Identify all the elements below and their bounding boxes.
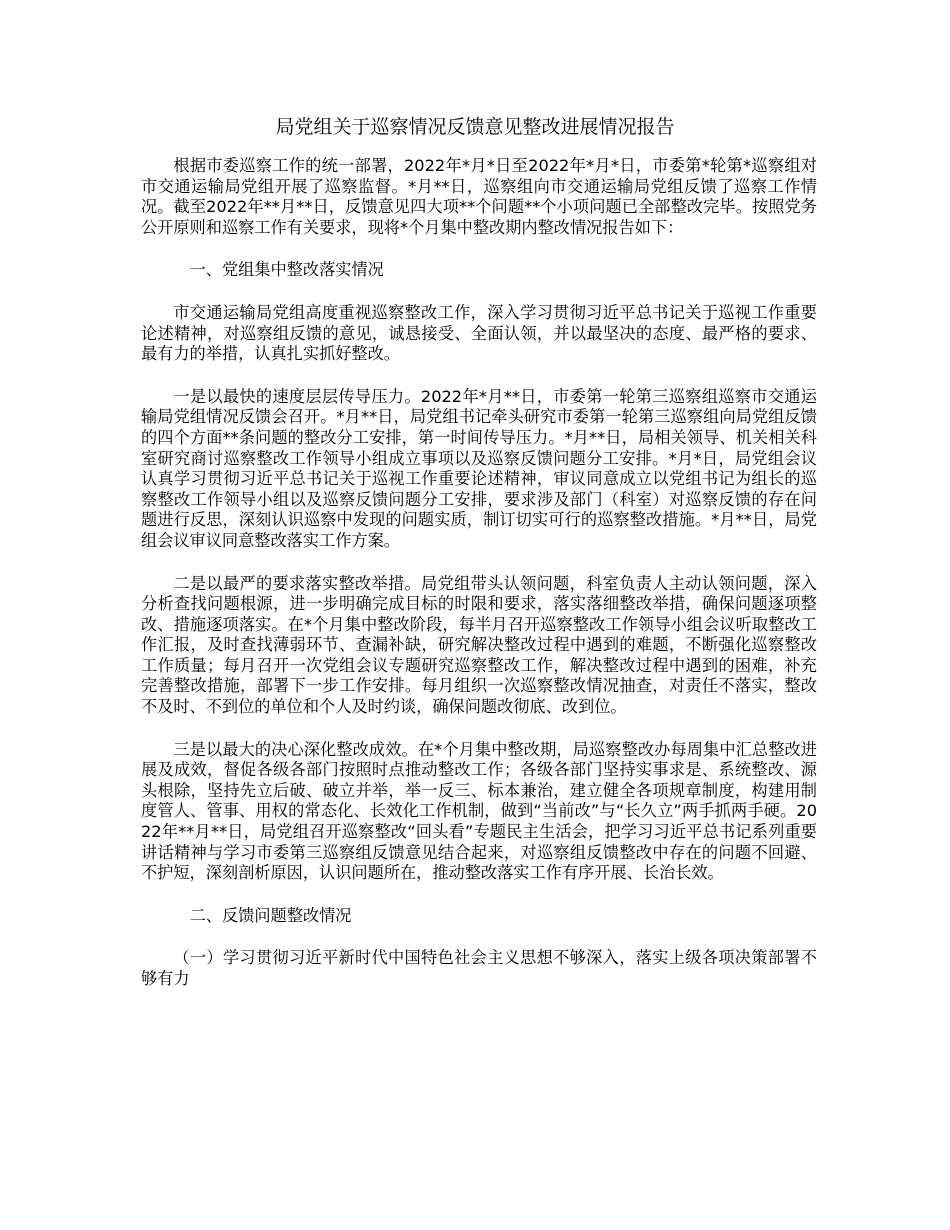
section-1-paragraph-2: 一是以最快的速度层层传导压力。2022年*月**日，市委第一轮第三巡察组巡察市交通运输局党组情况反馈会召开。*月**日，局党组书记牵头研究市委第一轮第三巡察组向局党组反馈的四个方面**条问题的整改分工安排，第一时间传导压力。*月**日，局相关领导、机关相关科室研究商讨巡察整改工作领导小组成立事项以及巡察反馈问题分工安排。*月*日，局党组会议认真学习贯彻习近平总书记关于巡视工作重要论述精神，审议同意成立以党组书记为组长的巡察整改工作领导小组以及巡察反馈问题分工安排，要求涉及部门（科室）对巡察反馈的存在问题进行反思，深刻认识巡察中发现的问题实质，制订切实可行的巡察整改措施。*月**日，局党组会议审议同意整改落实工作方案。: [141, 386, 817, 550]
section-1-paragraph-1: 市交通运输局党组高度重视巡察整改工作，深入学习贯彻习近平总书记关于巡视工作重要论述精神，对巡察组反馈的意见，诚恳接受、全面认领，并以最坚决的态度、最严格的要求、最有力的举措，认真扎实抓好整改。: [141, 302, 817, 364]
section-2-heading: 二、反馈问题整改情况: [189, 905, 352, 925]
intro-paragraph: 根据市委巡察工作的统一部署，2022年*月*日至2022年*月*日，市委第*轮第*巡察组对市交通运输局党组开展了巡察监督。*月**日，巡察组向市交通运输局党组反馈了巡察工作情况。截至2022年**月**日，反馈意见四大项**个问题**个小项问题已全部整改完毕。按照党务公开原则和巡察工作有关要求，现将*个月集中整改期内整改情况报告如下：: [141, 156, 817, 237]
section-1-heading: 一、党组集中整改落实情况: [189, 260, 384, 280]
document-body: [141, 156, 817, 990]
section-2-subheading-1: （一）学习贯彻习近平新时代中国特色社会主义思想不够深入，落实上级各项决策部署不够有力: [141, 948, 817, 988]
section-1-paragraph-4: 三是以最大的决心深化整改成效。在*个月集中整改期，局巡察整改办每周集中汇总整改进展及成效，督促各级各部门按照时点推动整改工作；各级各部门坚持实事求是、系统整改、源头根除，坚持先立后破、破立并举，举一反三、标本兼治，建立健全各项规章制度，构建用制度管人、管事、用权的常态化、长效化工作机制，做到“当前改”与“长久立”两手抓两手硬。2022年**月**日，局党组召开巡察整改“回头看”专题民主生活会，把学习习近平总书记系列重要讲话精神与学习市委第三巡察组反馈意见结合起来，对巡察组反馈整改中存在的问题不回避、不护短，深刻剖析原因，认识问题所在，推动整改落实工作有序开展、长治长效。: [141, 739, 817, 883]
document-title: 局党组关于巡察情况反馈意见整改进展情况报告: [275, 116, 675, 138]
section-1-paragraph-3: 二是以最严的要求落实整改举措。局党组带头认领问题，科室负责人主动认领问题，深入分析查找问题根源，进一步明确完成目标的时限和要求，落实落细整改举措，确保问题逐项整改、措施逐项落实。在*个月集中整改阶段，每半月召开巡察整改工作领导小组会议听取整改工作汇报，及时查找薄弱环节、查漏补缺，研究解决整改过程中遇到的难题，不断强化巡察整改工作质量；每月召开一次党组会议专题研究巡察整改工作，解决整改过程中遇到的困难，补充完善整改措施，部署下一步工作安排。每月组织一次巡察整改情况抽查，对责任不落实，整改不及时、不到位的单位和个人及时约谈，确保问题改彻底、改到位。: [141, 573, 817, 717]
